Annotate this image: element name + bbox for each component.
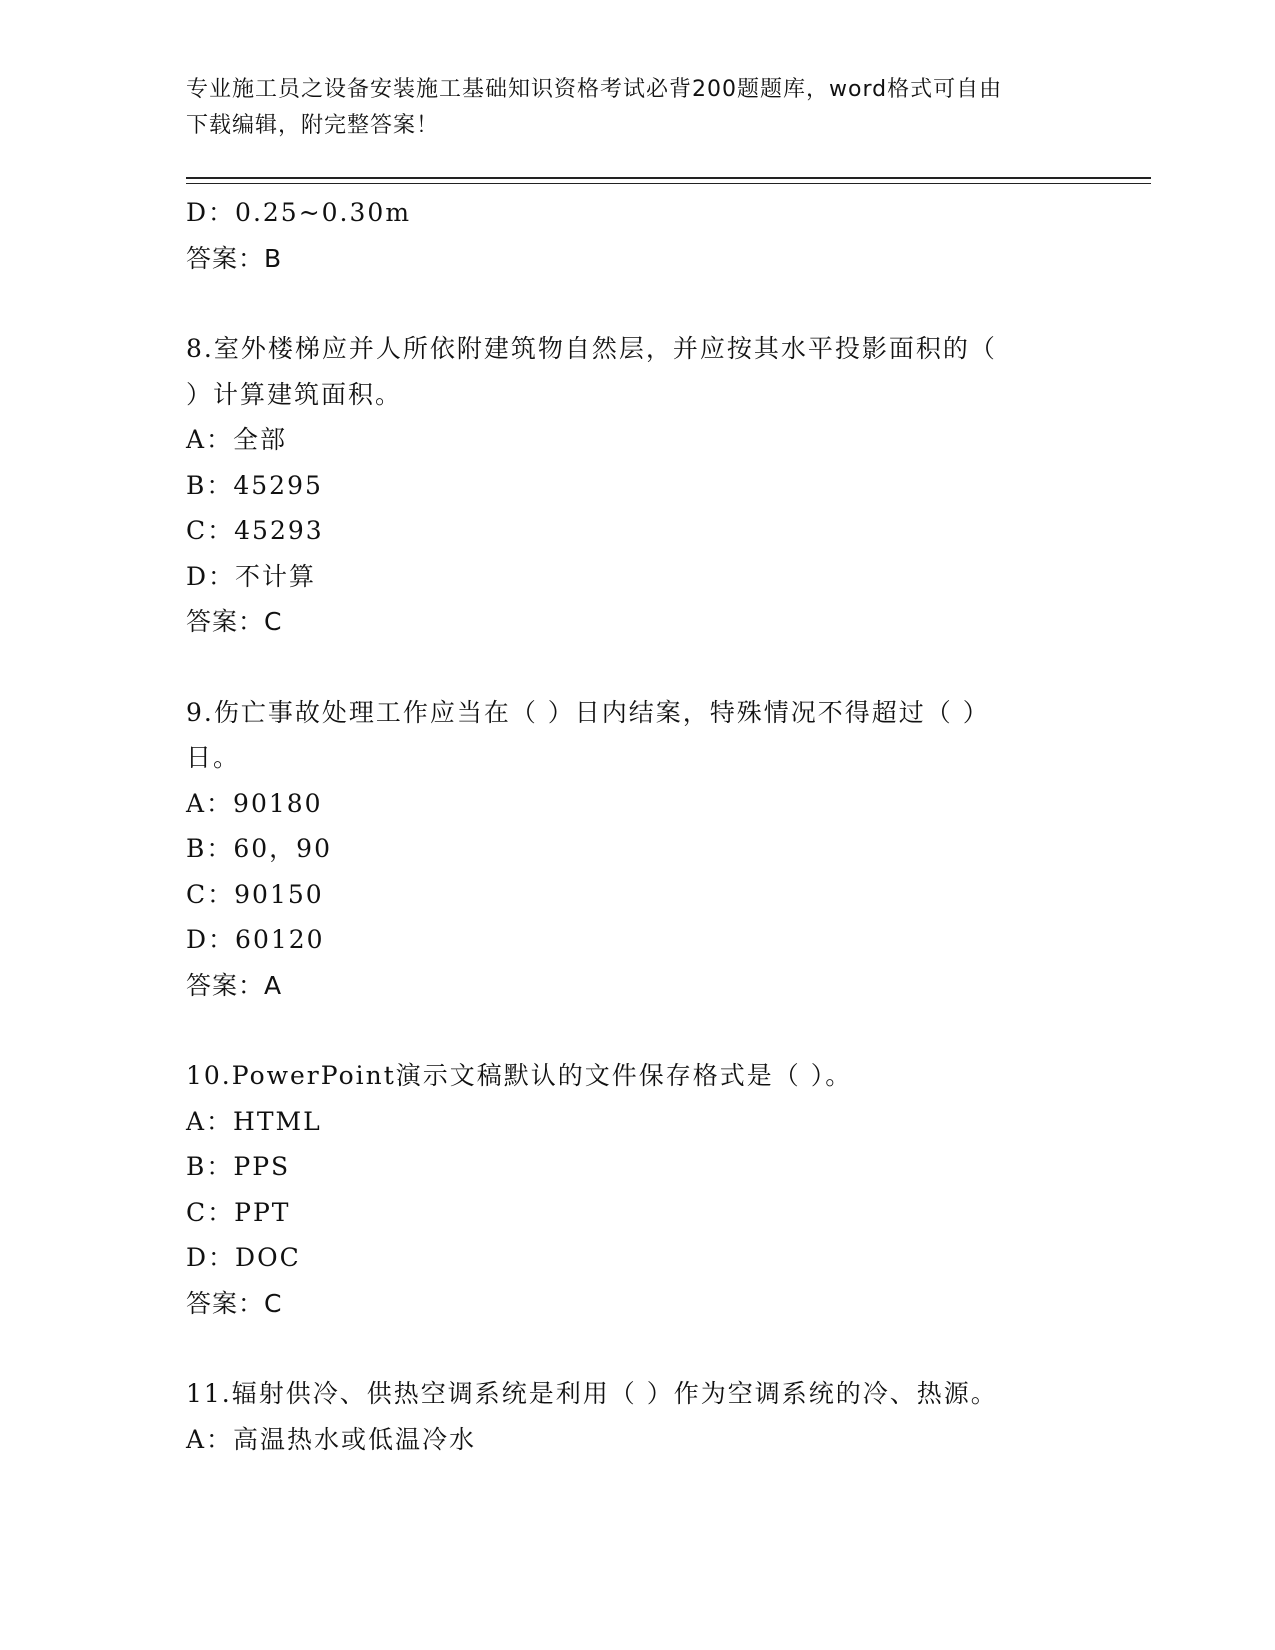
option-d: D：60120 — [186, 925, 325, 954]
question-9 — [186, 690, 1066, 1009]
question-8 — [186, 326, 1066, 645]
question-11 — [186, 1371, 1066, 1462]
document-header — [186, 72, 1086, 144]
previous-question-tail — [186, 190, 1066, 281]
question-stem: 日。 — [186, 743, 241, 772]
option-b: B：45295 — [186, 470, 323, 500]
question-stem: 8.室外楼梯应并人所依附建筑物自然层，并应按其水平投影面积的（ — [186, 334, 997, 363]
question-stem: 11.辐射供冷、供热空调系统是利用（ ）作为空调系统的冷、热源。 — [186, 1379, 998, 1408]
option-c: C：PPT — [186, 1197, 291, 1227]
option-a: A：90180 — [186, 788, 323, 818]
option-d: D：不计算 — [186, 561, 317, 591]
header-divider-thick — [186, 177, 1151, 179]
answer-line: 答案：A — [186, 970, 283, 1000]
question-stem: 9.伤亡事故处理工作应当在（ ）日内结案，特殊情况不得超过（ ） — [186, 697, 990, 727]
option-a: A：全部 — [186, 425, 288, 454]
header-title-line-2: 下载编辑，附完整答案！ — [186, 113, 440, 138]
option-b: B：60，90 — [186, 834, 332, 863]
option-b: B：PPS — [186, 1152, 291, 1181]
option-d: D：0.25~0.30m — [186, 198, 412, 227]
header-divider-thin — [186, 183, 1151, 184]
question-10 — [186, 1053, 1066, 1326]
question-stem: 10.PowerPoint演示文稿默认的文件保存格式是（ ）。 — [186, 1061, 853, 1090]
answer-line: 答案：B — [186, 243, 283, 273]
option-c: C：90150 — [186, 879, 324, 909]
header-title-line-1: 专业施工员之设备安装施工基础知识资格考试必背200题题库，word格式可自由 — [186, 77, 1003, 102]
option-a: A：高温热水或低温冷水 — [186, 1424, 477, 1454]
option-c: C：45293 — [186, 516, 324, 545]
question-stem: ）计算建筑面积。 — [186, 379, 403, 409]
option-a: A：HTML — [186, 1106, 322, 1136]
answer-line: 答案：C — [186, 1288, 283, 1318]
answer-line: 答案：C — [186, 607, 283, 636]
option-d: D：DOC — [186, 1243, 301, 1272]
question-list — [186, 190, 1066, 1462]
